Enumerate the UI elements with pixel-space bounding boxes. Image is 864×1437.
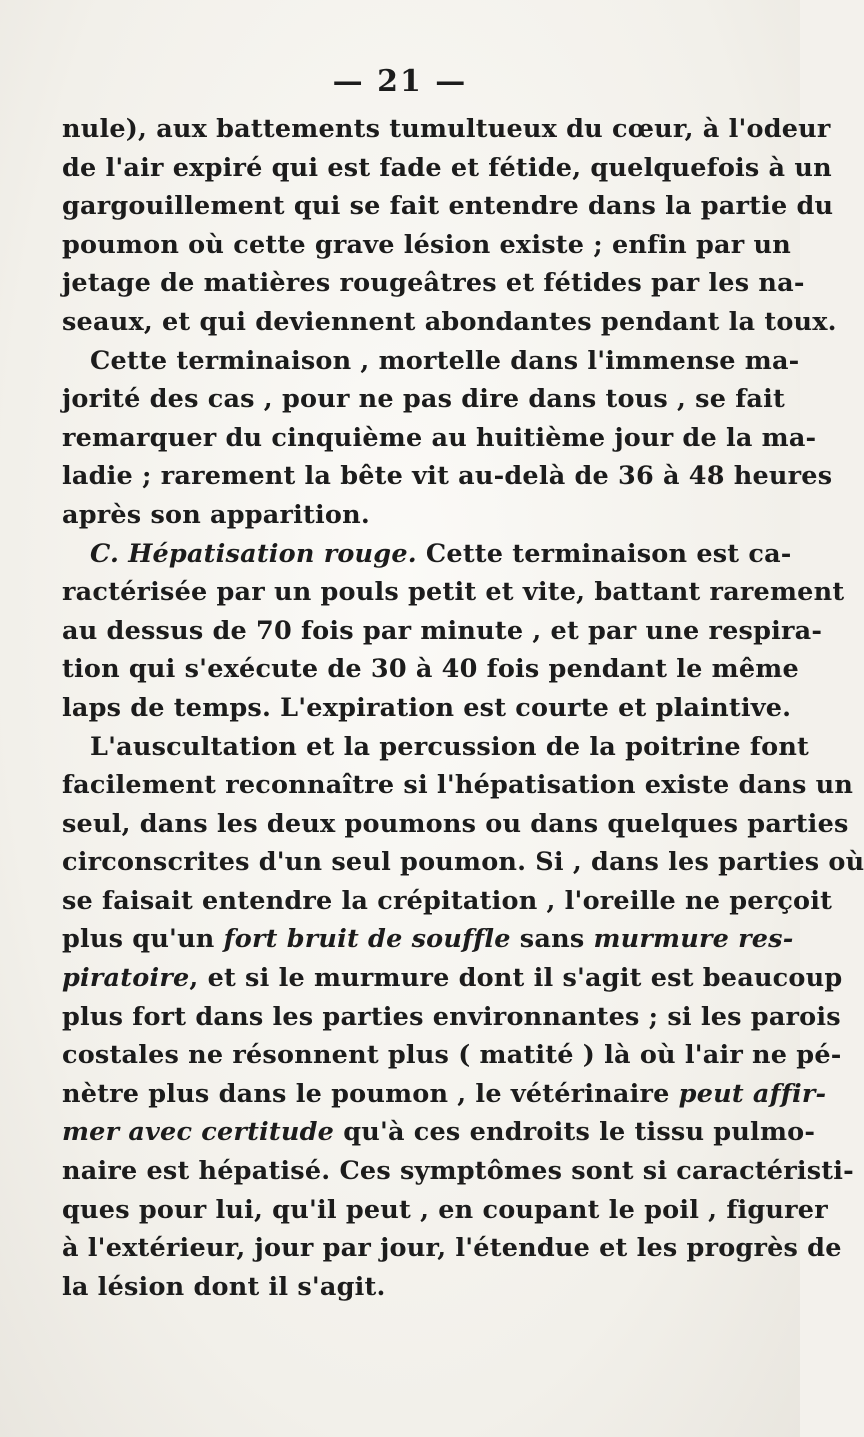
text-line: [62, 805, 849, 844]
text-segment: qu'à ces endroits le tissu pulmo-: [334, 1117, 816, 1148]
text-line: [62, 882, 833, 921]
text-segment: L'auscultation et la percussion de la poitrine font: [90, 731, 810, 762]
text-line: [62, 573, 845, 612]
text-line: [62, 457, 833, 496]
text-segment: seaux, et qui deviennent abondantes pendant la toux.: [62, 306, 837, 337]
text-line: [62, 1036, 842, 1075]
text-line: [62, 419, 817, 458]
text-segment: de l'air expiré qui est fade et fétide, quelquefois à un: [62, 152, 832, 183]
text-segment: après son apparition.: [62, 499, 370, 530]
page-number: — 21 —: [332, 64, 468, 99]
text-segment: remarquer du cinquième au huitième jour de la ma-: [62, 422, 817, 453]
text-segment: la lésion dont il s'agit.: [62, 1271, 386, 1302]
text-segment: laps de temps. L'expiration est courte et plaintive.: [62, 692, 792, 723]
text-line: [62, 110, 831, 149]
italic-text: fort bruit de souffle: [223, 924, 511, 955]
text-segment: gargouillement qui se fait entendre dans la partie du: [62, 191, 834, 222]
text-segment: ladie ; rarement la bête vit au-delà de 36 à 48 heures: [62, 461, 833, 492]
text-line: [62, 650, 799, 689]
text-segment: plus qu'un: [62, 924, 224, 955]
text-line: [62, 689, 792, 728]
text-segment: jetage de matières rougeâtres et fétides par les na-: [62, 268, 805, 299]
text-segment: poumon où cette grave lésion existe ; enfin par un: [62, 229, 791, 260]
text-segment: sans: [510, 924, 594, 955]
text-line: [62, 264, 805, 303]
text-segment: se faisait entendre la crépitation , l'oreille ne perçoit: [62, 885, 833, 916]
text-segment: Cette terminaison , mortelle dans l'immense ma-: [90, 345, 800, 376]
italic-text: mer avec certitude: [62, 1117, 335, 1148]
text-line: [62, 959, 843, 998]
text-line: [62, 1152, 854, 1191]
text-segment: ractérisée par un pouls petit et vite, battant rarement: [62, 577, 845, 608]
text-segment: au dessus de 70 fois par minute , et par une respira-: [62, 615, 823, 646]
text-line: [62, 920, 794, 959]
text-line: [62, 535, 792, 574]
body-text: [62, 110, 864, 1306]
text-line: [62, 998, 841, 1037]
text-line: [62, 380, 785, 419]
text-segment: à l'extérieur, jour par jour, l'étendue et les progrès de: [62, 1233, 842, 1264]
text-line: [62, 1268, 684, 1307]
text-line: [62, 728, 810, 767]
text-line: [62, 226, 791, 265]
text-line: [62, 1191, 828, 1230]
text-segment: ques pour lui, qu'il peut , en coupant le poil , figurer: [62, 1194, 828, 1225]
text-line: [62, 1075, 827, 1114]
text-line: [62, 766, 854, 805]
text-segment: Cette terminaison est ca-: [416, 538, 792, 569]
text-segment: , et si le murmure dont il s'agit est beaucoup: [189, 963, 843, 994]
text-segment: nètre plus dans le poumon , le vétérinaire: [62, 1078, 679, 1109]
text-line: [62, 843, 864, 882]
text-segment: tion qui s'exécute de 30 à 40 fois pendant le même: [62, 654, 799, 685]
text-segment: facilement reconnaître si l'hépatisation existe dans un: [62, 770, 854, 801]
italic-text: murmure res-: [593, 924, 794, 955]
text-line: [62, 612, 823, 651]
text-segment: plus fort dans les parties environnantes ; si les parois: [62, 1001, 841, 1032]
text-line: [62, 1113, 816, 1152]
text-segment: jorité des cas , pour ne pas dire dans tous , se fait: [62, 384, 785, 415]
text-line: [62, 149, 832, 188]
text-segment: circonscrites d'un seul poumon. Si , dans les parties où: [62, 847, 864, 878]
text-segment: seul, dans les deux poumons ou dans quelques parties: [62, 808, 849, 839]
italic-text: piratoire: [62, 963, 190, 994]
italic-text: peut affir-: [678, 1078, 827, 1109]
italic-text: C. Hépatisation rouge.: [90, 538, 417, 569]
text-line: [62, 496, 684, 535]
text-segment: naire est hépatisé. Ces symptômes sont si caractéristi-: [62, 1156, 854, 1187]
text-line: [62, 303, 837, 342]
text-line: [62, 187, 834, 226]
text-segment: nule), aux battements tumultueux du cœur, à l'odeur: [62, 114, 831, 144]
text-segment: costales ne résonnent plus ( matité ) là où l'air ne pé-: [62, 1040, 842, 1071]
text-line: [62, 342, 800, 381]
text-line: [62, 1229, 842, 1268]
